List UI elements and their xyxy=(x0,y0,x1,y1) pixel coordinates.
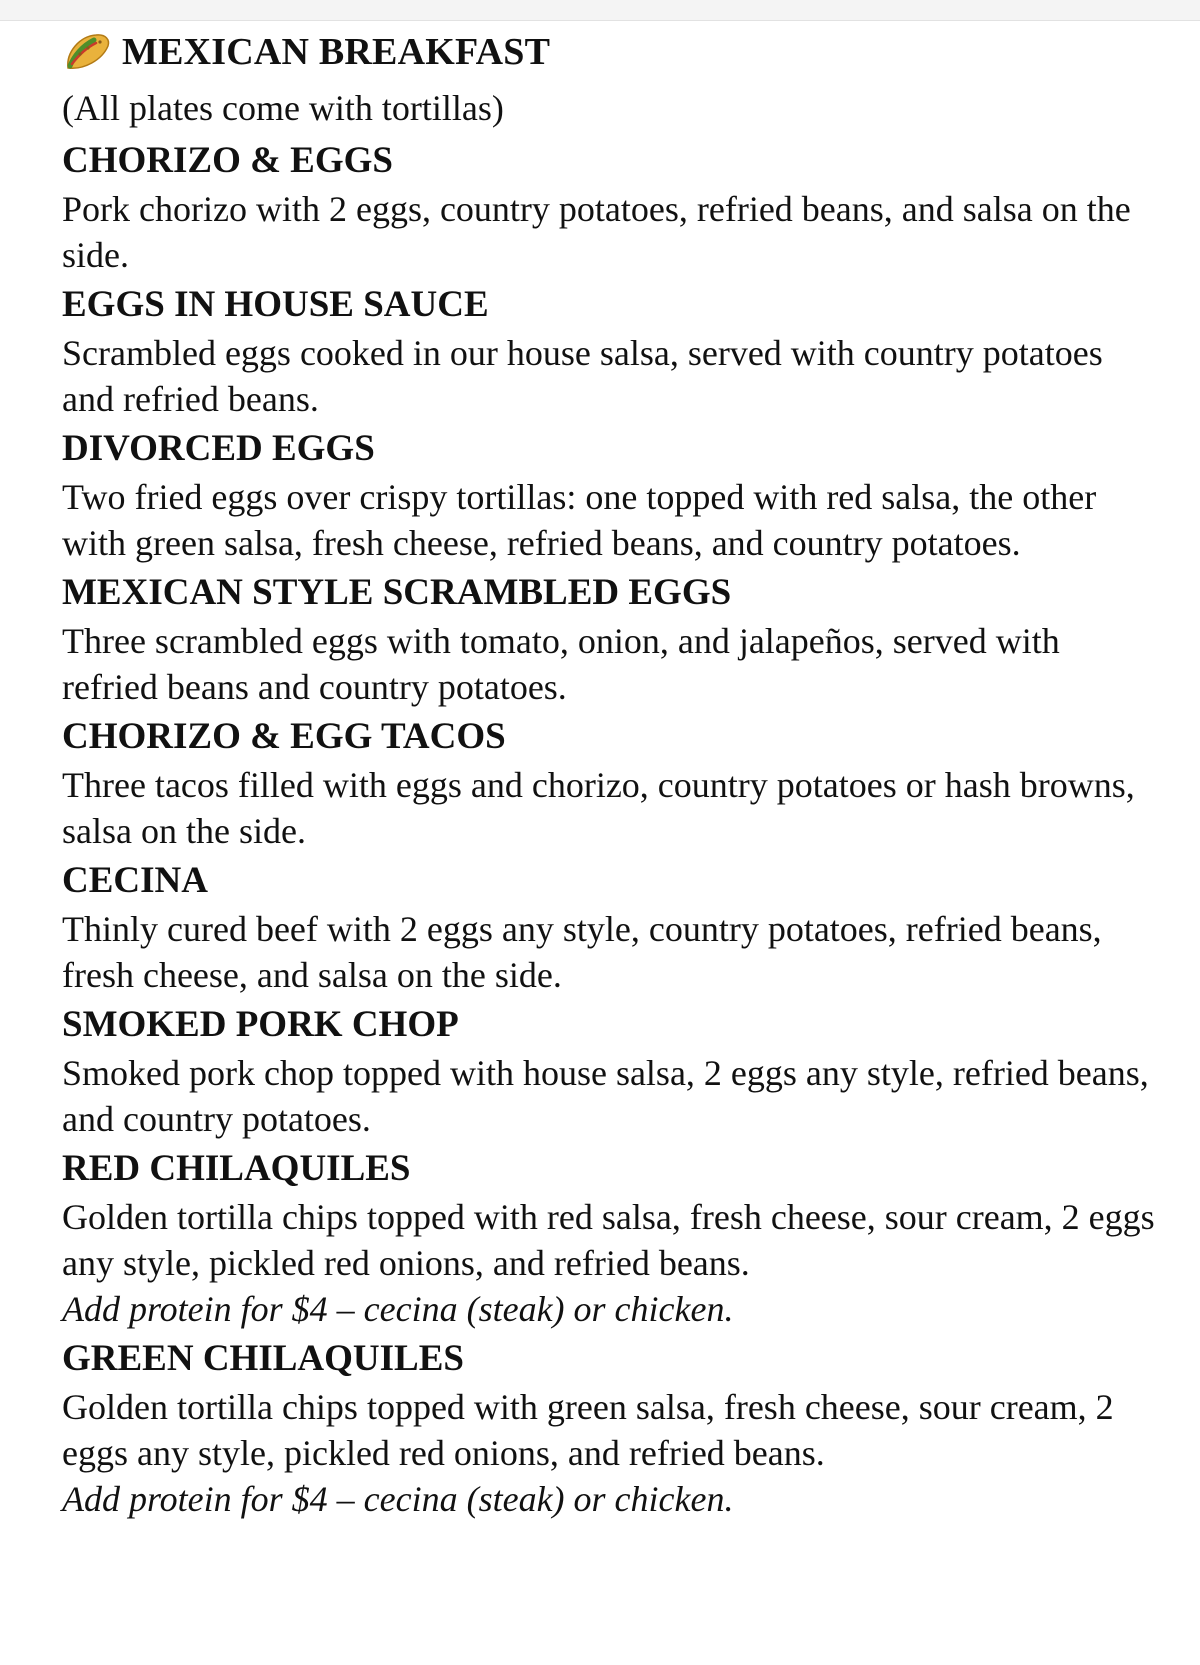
menu-item-description: Scrambled eggs cooked in our house salsa, served with country potatoes and refried beans. xyxy=(62,333,1103,419)
menu-item xyxy=(62,282,1162,422)
menu-item-name: EGGS IN HOUSE SAUCE xyxy=(62,284,489,325)
browser-top-strip xyxy=(0,0,1200,21)
menu-page xyxy=(62,26,1162,1522)
menu-item-description: Golden tortilla chips topped with red salsa, fresh cheese, sour cream, 2 eggs any style, pickled red onions, and refried beans. xyxy=(62,1197,1155,1283)
menu-item-name: MEXICAN STYLE SCRAMBLED EGGS xyxy=(62,572,732,613)
menu-item xyxy=(62,858,1162,998)
menu-item-note: Add protein for $4 – cecina (steak) or chicken. xyxy=(62,1479,734,1519)
menu-item-name: SMOKED PORK CHOP xyxy=(62,1004,459,1045)
menu-header xyxy=(62,26,1162,78)
menu-title: MEXICAN BREAKFAST xyxy=(122,31,551,73)
menu-item-name: CHORIZO & EGG TACOS xyxy=(62,716,506,757)
taco-icon xyxy=(62,30,112,74)
menu-item-description: Thinly cured beef with 2 eggs any style, country potatoes, refried beans, fresh cheese, and salsa on the side. xyxy=(62,909,1102,995)
menu-item-description: Golden tortilla chips topped with green salsa, fresh cheese, sour cream, 2 eggs any style, pickled red onions, and refried beans. xyxy=(62,1387,1114,1473)
menu-item-name: GREEN CHILAQUILES xyxy=(62,1338,464,1379)
menu-subtitle: (All plates come with tortillas) xyxy=(62,88,504,128)
menu-item-name: CECINA xyxy=(62,860,208,901)
menu-item-description: Two fried eggs over crispy tortillas: one topped with red salsa, the other with green salsa, fresh cheese, refried beans, and country potatoes. xyxy=(62,477,1097,563)
menu-item-name: RED CHILAQUILES xyxy=(62,1148,411,1189)
menu-item-list xyxy=(62,138,1162,1522)
menu-item xyxy=(62,426,1162,566)
menu-item-description: Three tacos filled with eggs and chorizo, country potatoes or hash browns, salsa on the side. xyxy=(62,765,1135,851)
menu-item xyxy=(62,1146,1162,1332)
menu-item xyxy=(62,714,1162,854)
menu-item-description: Three scrambled eggs with tomato, onion, and jalapeños, served with refried beans and country potatoes. xyxy=(62,621,1060,707)
menu-item xyxy=(62,138,1162,278)
menu-item xyxy=(62,1336,1162,1522)
menu-item-note: Add protein for $4 – cecina (steak) or chicken. xyxy=(62,1289,734,1329)
menu-item-name: DIVORCED EGGS xyxy=(62,428,375,469)
menu-item xyxy=(62,570,1162,710)
menu-item-description: Pork chorizo with 2 eggs, country potatoes, refried beans, and salsa on the side. xyxy=(62,189,1131,275)
menu-item-description: Smoked pork chop topped with house salsa, 2 eggs any style, refried beans, and country potatoes. xyxy=(62,1053,1149,1139)
menu-item-name: CHORIZO & EGGS xyxy=(62,140,393,181)
menu-item xyxy=(62,1002,1162,1142)
